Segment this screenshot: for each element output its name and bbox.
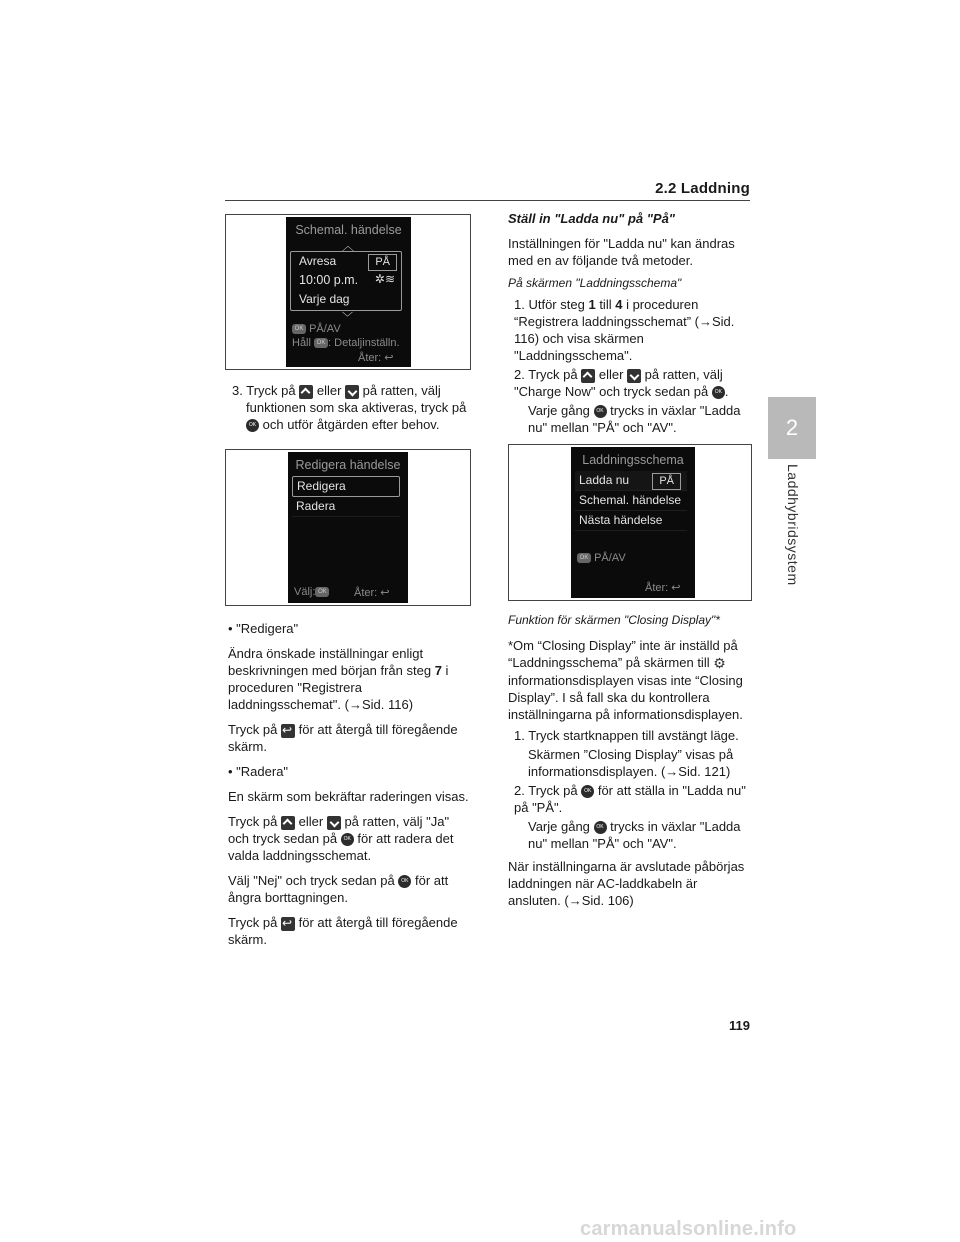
- back-icon: ↩: [671, 582, 681, 594]
- ok-icon: OK: [315, 587, 329, 597]
- screen-title: Schemal. händelse: [295, 223, 402, 237]
- header-rule: [225, 200, 750, 201]
- fan-icon: ✲≋: [374, 272, 395, 286]
- ok-icon: OK: [577, 553, 591, 563]
- status-badge: PÅ: [368, 254, 397, 271]
- chevron-up-icon: ︿: [342, 239, 355, 253]
- figure-schedule-event: [225, 214, 471, 370]
- section-heading: Ställ in "Ladda nu" på "På": [508, 211, 675, 226]
- footer-back: Åter: ↩: [645, 582, 681, 594]
- list-item: Nästa händelse: [575, 511, 687, 531]
- bullet-radera: "Radera": [236, 764, 289, 779]
- watermark: carmanualsonline.info: [580, 1218, 797, 1240]
- list-item: Schemal. händelse: [575, 491, 687, 511]
- list-item-selected: Redigera: [292, 476, 400, 497]
- figure-charging-schedule: [508, 444, 752, 601]
- footer-select: Välj: OK: [294, 586, 329, 598]
- event-list: [290, 251, 402, 311]
- ok-icon: OK: [314, 338, 328, 348]
- list-item: Radera: [292, 497, 400, 517]
- up-button-icon: [281, 816, 295, 830]
- section-header: 2.2 Laddning: [655, 180, 750, 197]
- list-item: 10:00 p.m.: [299, 273, 359, 287]
- step-3: 3. Tryck på eller på ratten, välj funktionen som ska aktiveras, tryck på OK och utför åtgärden efter behov.: [232, 383, 467, 432]
- ok-button-icon: OK: [712, 386, 725, 399]
- display-edit-event: [288, 452, 408, 603]
- chapter-tab-number: 2: [768, 397, 816, 459]
- list-item: Varje dag: [299, 292, 350, 306]
- ok-button-icon: OK: [594, 405, 607, 418]
- display-charging-schedule: [571, 447, 695, 598]
- down-button-icon: [345, 385, 359, 399]
- footer-onoff: OK PÅ/AV: [292, 323, 341, 335]
- footer-onoff: OK PÅ/AV: [577, 552, 626, 564]
- list-item: Avresa: [299, 254, 337, 268]
- subheading: På skärmen "Laddningsschema": [508, 276, 682, 290]
- up-button-icon: [299, 385, 313, 399]
- footer-back: Åter: ↩: [358, 352, 394, 364]
- screen-title: Redigera händelse: [295, 458, 401, 472]
- footer-hold: Håll OK : Detaljinställn.: [292, 337, 400, 349]
- chapter-tab-title: Laddhybridsystem: [785, 464, 801, 586]
- display-schedule-event: [286, 217, 411, 367]
- ok-button-icon: OK: [398, 875, 411, 888]
- ok-button-icon: OK: [246, 419, 259, 432]
- back-icon: ↩: [380, 587, 390, 599]
- ok-button-icon: OK: [581, 785, 594, 798]
- back-button-icon: [281, 917, 295, 931]
- ok-button-icon: OK: [594, 821, 607, 834]
- gear-icon: ⚙: [713, 655, 726, 672]
- back-icon: ↩: [384, 352, 394, 364]
- chevron-down-icon: ﹀: [342, 312, 353, 324]
- subheading: Funktion för skärmen "Closing Display"*: [508, 613, 720, 627]
- bullet-redigera: "Redigera": [236, 621, 299, 636]
- right-body-top: Ställ in "Ladda nu" på "På" Inställningen för "Ladda nu" kan ändras med en av följande två metoder. På skärmen "Laddningsschema" 1. Utför steg 1 till 4 i proceduren “Registrera laddningsschemat” (→Sid. 116) och visa skärmen "Laddningsschema". 2. Tryck på eller på ratten, välj "Charge Now" och tryck sedan på OK . Varje gång OK trycks in växlar "Ladda nu" mellan "PÅ" och "AV".: [508, 210, 750, 436]
- page-number: 119: [729, 1018, 750, 1033]
- up-button-icon: [581, 369, 595, 383]
- screen-title: Laddningsschema: [582, 453, 684, 467]
- ok-button-icon: OK: [341, 833, 354, 846]
- footer-back: Åter: ↩: [354, 587, 390, 599]
- figure-edit-event: [225, 449, 471, 606]
- right-body-bottom: Funktion för skärmen "Closing Display"* *Om “Closing Display” inte är inställd på “Laddningsschema” på skärmen till ⚙ informationsdisplayen visas inte “Closing Display”. I så fall ska du kontrollera inställningarna på informationsdisplayen. 1. Tryck startknappen till avstängt läge. Skärmen ”Closing Display” visas på informationsdisplayen. (→Sid. 121) 2. Tryck på OK för att ställa in "Ladda nu" på "PÅ". Varje gång OK trycks in växlar "Ladda nu" mellan "PÅ" och "AV". När inställningarna är avslutade påbörjas laddningen när AC-laddkabeln är ansluten. (→Sid. 106): [508, 612, 752, 909]
- list-item: Ladda nu: [575, 471, 687, 491]
- down-button-icon: [327, 816, 341, 830]
- left-body: • "Redigera" Ändra önskade inställningar enligt beskrivningen med början från steg 7 i proceduren "Registrera laddningsschemat". (→Sid. 116) Tryck på ↩ för att återgå till föregående skärm. • "Radera" En skärm som bekräftar raderingen visas. Tryck på eller på ratten, välj "Ja" och tryck sedan på OK för att radera det valda laddningsschemat. Välj "Nej" och tryck sedan på OK för att ångra borttagningen. Tryck på ↩ för att återgå till föregående skärm.: [228, 620, 472, 948]
- ok-icon: OK: [292, 324, 306, 334]
- status-badge: PÅ: [652, 473, 681, 490]
- back-button-icon: [281, 724, 295, 738]
- down-button-icon: [627, 369, 641, 383]
